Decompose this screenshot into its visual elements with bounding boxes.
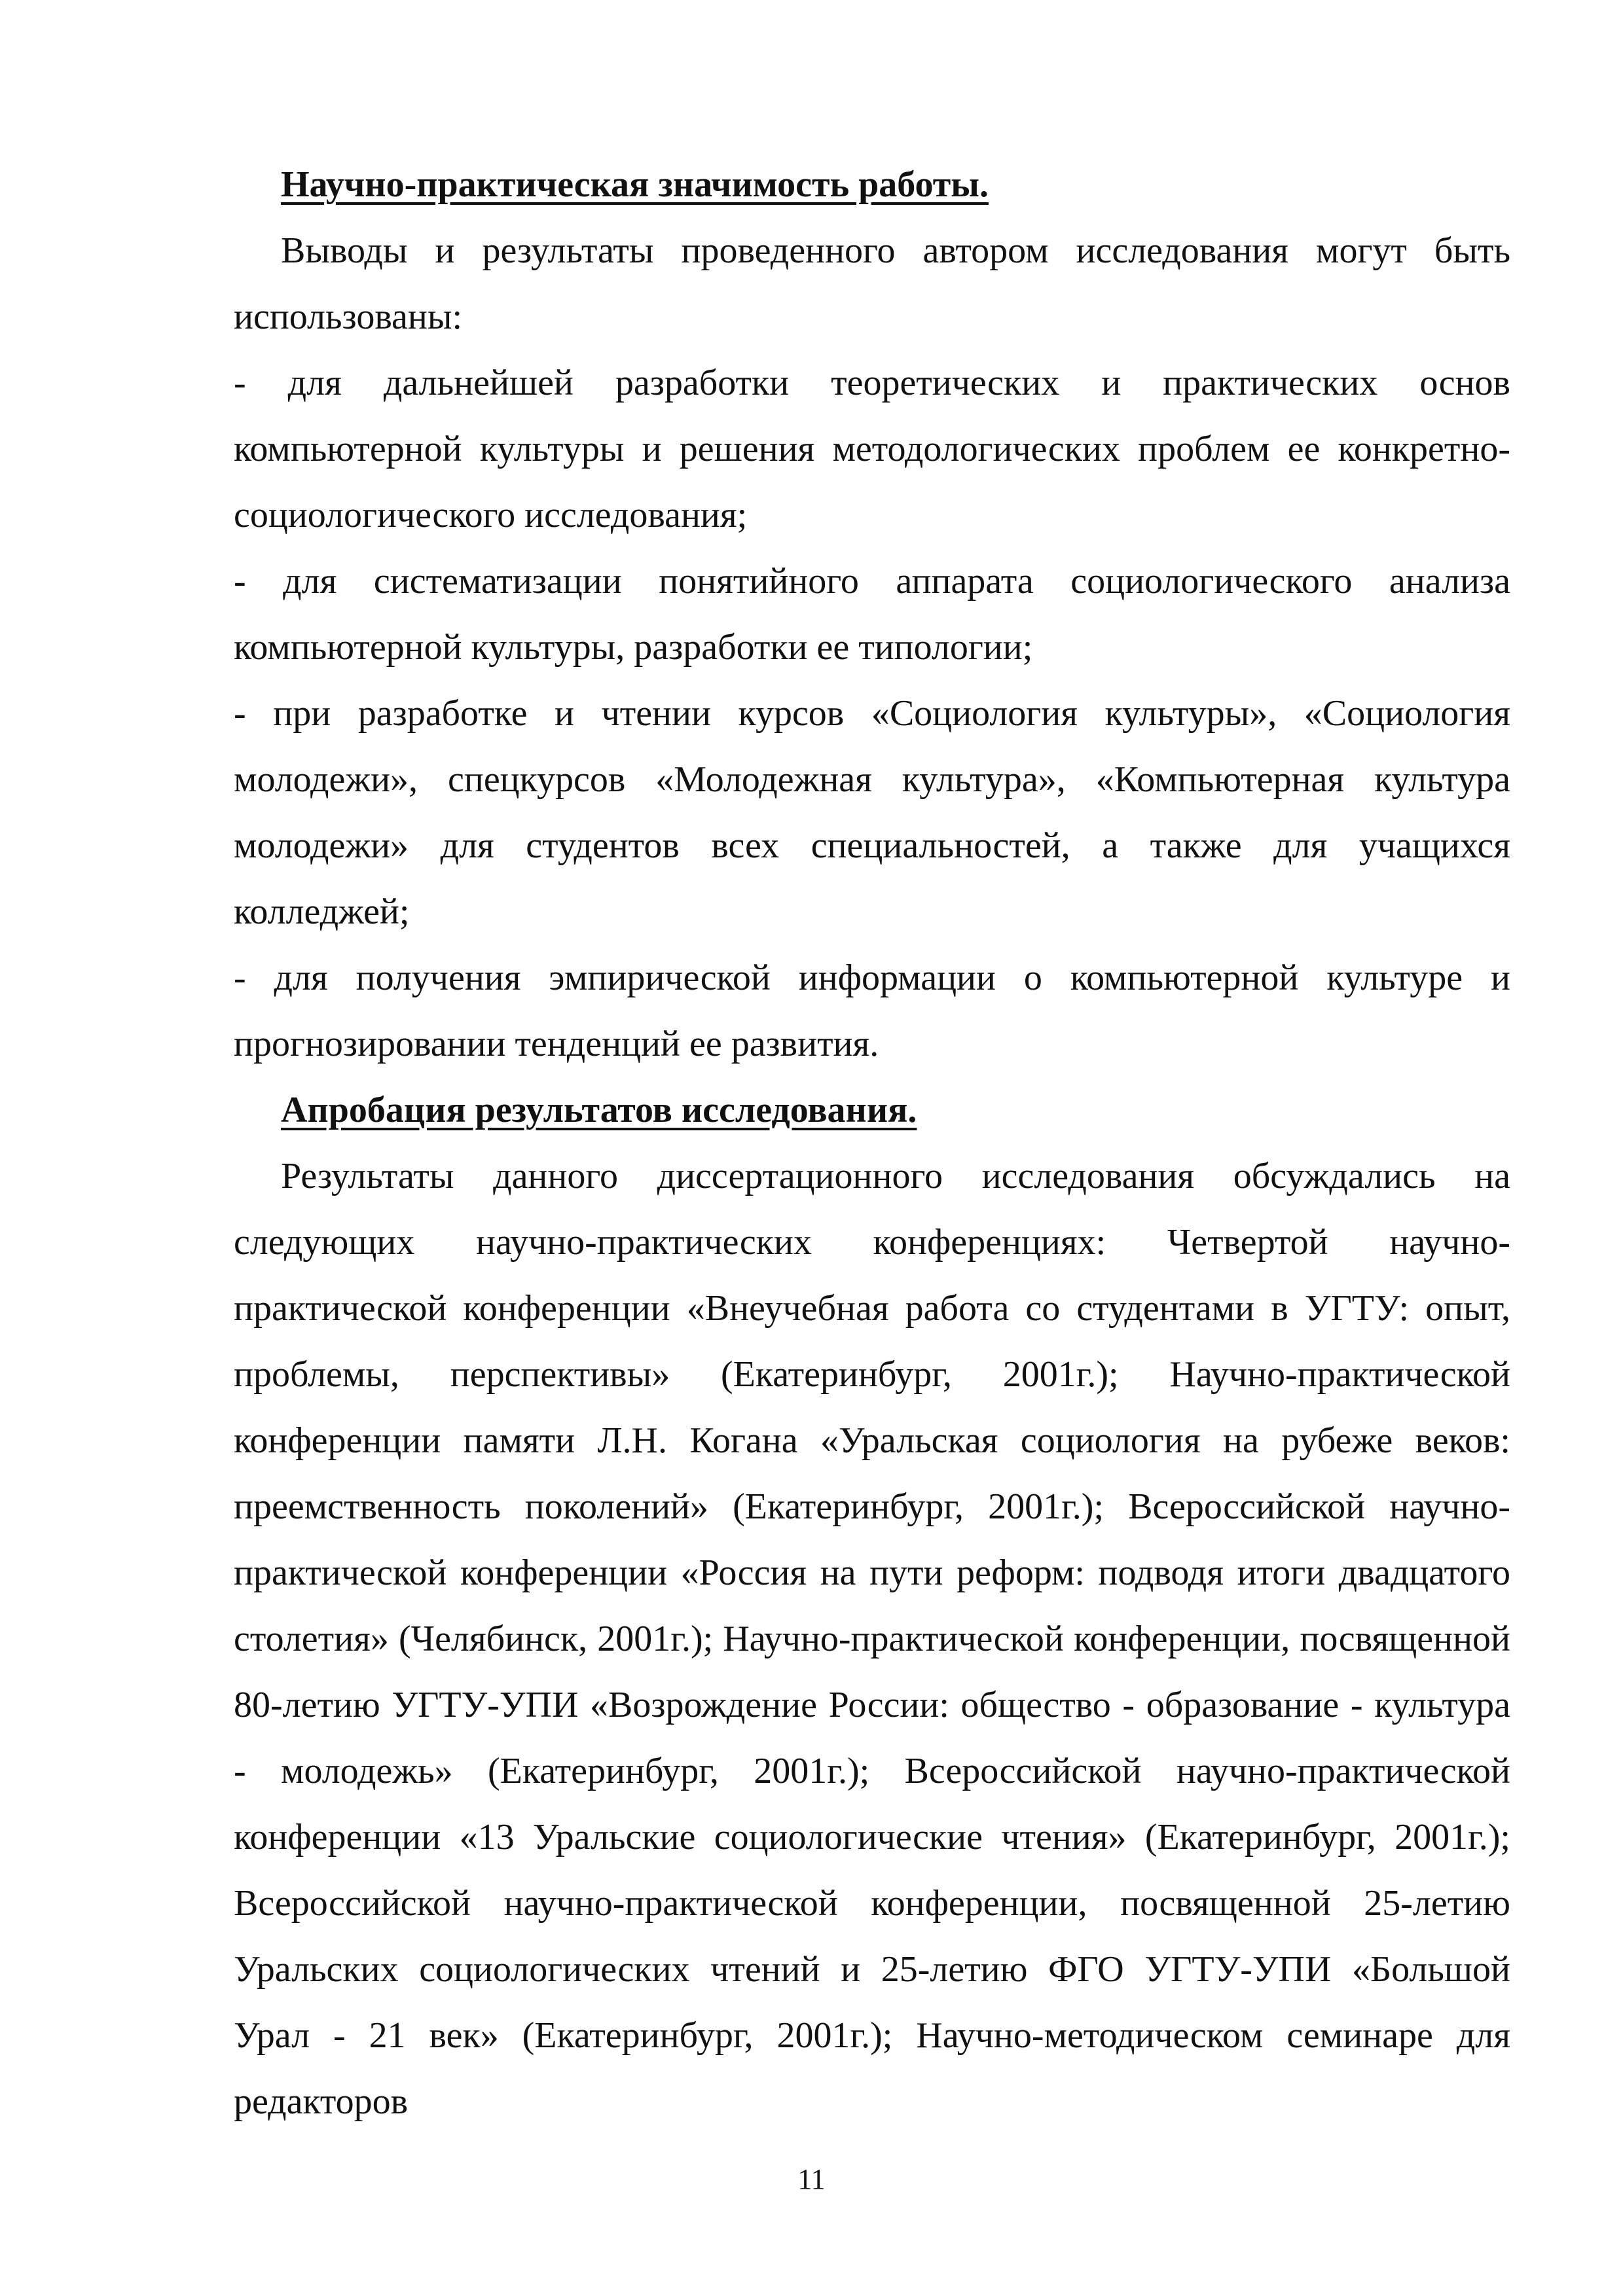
list-item-theory: - для дальнейшей разработки теоретических и практических основ компьютерной культуры и решения методологических проблем ее конкретно- социологического исследования; bbox=[234, 363, 1510, 535]
paragraph-intro: Выводы и результаты проведенного автором исследования могут быть использованы: bbox=[234, 230, 1510, 337]
list-item-systematization: - для систематизации понятийного аппарата социологического анализа компьютерной культуры, разработки ее типологии; bbox=[234, 561, 1510, 668]
list-item-courses: - при разработке и чтении курсов «Социология культуры», «Социология молодежи», спецкурсов «Молодежная культура», «Компьютерная культура молодежи» для студентов всех специальностей, а также для учащихся колледжей; bbox=[234, 693, 1510, 932]
list-item-empirical: - для получения эмпирической информации о компьютерной культуре и прогнозировании тенденций ее развития. bbox=[234, 958, 1510, 1064]
paragraph-conferences: Результаты данного диссертационного исследования обсуждались на следующих научно-практических конференциях: Четвертой научно-практической конференции «Внеучебная работа со студентами в УГТУ: опыт, проблемы, перспективы» (Екатеринбург, 2001г.); Научно-практической конференции памяти Л.Н. Когана «Уральская социология на рубеже веков: преемственность поколений» (Екатеринбург, 2001г.); Всероссийской научно-практической конференции «Россия на пути реформ: подводя итоги двадцатого столетия» (Челябинск, 2001г.); Научно-практической конференции, посвященной 80-летию УГТУ-УПИ «Возрождение России: общество - образование - культура - молодежь» (Екатеринбург, 2001г.); Всероссийской научно-практической конференции «13 Уральские социологические чтения» (Екатеринбург, 2001г.); Всероссийской научно-практической конференции, посвященной 25-летию Уральских социологических чтений и 25-летию ФГО УГТУ-УПИ «Большой Урал - 21 век» (Екатеринбург, 2001г.); Научно-методическом семинаре для редакторов bbox=[234, 1156, 1510, 2122]
section-heading-significance: Научно-практическая значимость работы. bbox=[281, 164, 989, 205]
section-heading-approbation: Апробация результатов исследования. bbox=[281, 1090, 917, 1130]
page-body bbox=[234, 152, 1510, 2135]
page-number: 11 bbox=[797, 2163, 826, 2195]
